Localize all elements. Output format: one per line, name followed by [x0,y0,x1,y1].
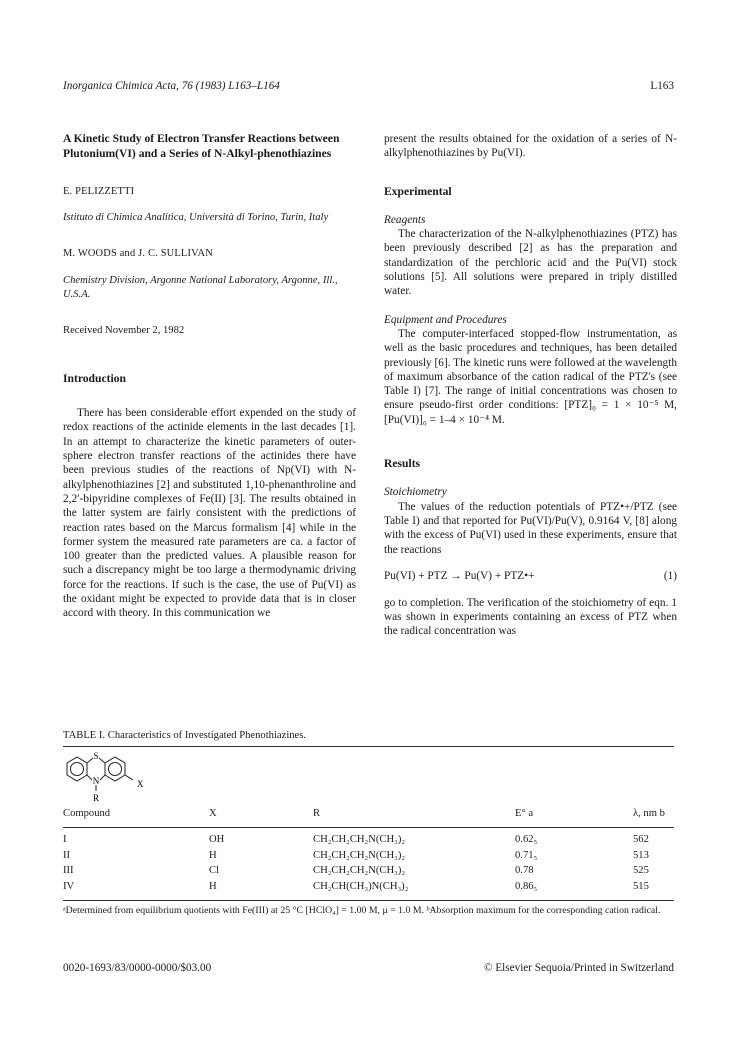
stoichiometry-text: The values of the reduction potentials of PTZ•+/PTZ (see Table I) and that reported for Pu(VI)/Pu(V), 0.9164 V, [8] along with the excess of Pu(VI) used in these experiments, ensure that the reactions [384,500,677,556]
affiliation-1: Istituto di Chimica Analitica, Università di Torino, Turin, Italy [63,212,329,224]
journal-citation: Inorganica Chimica Acta, 76 (1983) L163–L164 [63,80,280,92]
column-header-r: R [313,808,321,819]
table-1 [63,730,674,917]
table-caption: TABLE I. Characteristics of Investigated Phenothiazines. [63,730,307,741]
cell-r: CH₂CH(CH₃)N(CH₃)₂ [313,880,409,892]
cell-x: Cl [209,865,220,876]
cell-lambda: 525 [633,865,649,876]
stoichiometry-text-after: go to completion. The verification of the stoichiometry of eqn. 1 was shown in experiments containing an excess of PTZ when the radical concentration was [384,596,677,638]
article-title: A Kinetic Study of Electron Transfer Reactions between Plutonium(VI) and a Series of N-Alkyl-phenothiazines [63,132,340,160]
x-substituent-label: X [137,779,144,789]
cell-r: CH₂CH₂CH₂N(CH₃)₂ [313,834,406,845]
table-body [63,828,674,896]
column-header-lambda: λ, nm b [633,808,665,819]
table-row [63,834,674,850]
left-column [63,132,356,621]
column-header-e: E° a [515,808,534,819]
equation-text: Pu(VI) + PTZ → Pu(V) + PTZ•+ [384,569,535,582]
cell-lambda: 515 [633,880,649,892]
table-row [63,881,674,897]
cell-compound: I [63,834,67,845]
stoichiometry-subheading: Stoichiometry [384,486,447,499]
equipment-subheading: Equipment and Procedures [384,313,507,326]
table-row [63,850,674,866]
table-footnote: ᵃDetermined from equilibrium quotients with Fe(III) at 25 °C [HClO₄] = 1.00 M, μ = 1.0 M. ᵇAbsorption maximum for the corresponding cation radical. [63,905,661,916]
reagents-text: The characterization of the N-alkylphenothiazines (PTZ) has been previously described [2] as has the preparation and standardization of the perchloric acid and the Pu(VI) stock solutions [5]. All solutions were prepared in triply distilled water. [384,228,677,298]
cell-e: 0.78 [515,865,534,876]
cell-e: 0.86₅ [515,880,538,892]
experimental-heading: Experimental [384,184,452,198]
introduction-continued: present the results obtained for the oxidation of a series of N-alkylphenothiazines by Pu(VI). [384,133,677,160]
column-header-x: X [209,808,217,819]
right-column [384,132,677,639]
reagents-subheading: Reagents [384,213,426,226]
affiliation-2: Chemistry Division, Argonne National Laboratory, Argonne, Ill., U.S.A. [63,274,338,300]
cell-e: 0.71₅ [515,849,538,861]
author-1: E. PELIZZETTI [63,186,135,197]
running-head [63,80,674,96]
equation-number: (1) [663,569,677,582]
author-2: M. WOODS and J. C. SULLIVAN [63,248,213,260]
table-row [63,865,674,881]
page-footer [63,962,674,978]
cell-x: H [209,880,217,892]
cell-e: 0.62₅ [515,834,538,845]
sulfur-label: S [93,751,99,761]
introduction-heading: Introduction [63,371,126,385]
table-bottom-rule [63,900,674,901]
cell-r: CH₂CH₂CH₂N(CH₃)₂ [313,865,406,876]
table-header-row [63,805,674,827]
introduction-text: There has been considerable effort expended on the study of redox reactions of the actinide elements in the last decades [1]. In an attempt to characterize the kinetic parameters of outer-sphere electron transfer reactions of the actinides there have been previous studies of the reactions of Np(VI) with N-alkylphenothiazines [2] and substituted 1,10-phenanthroline and 2,2′-bipyridine complexes of Fe(II) [3]. The results obtained in the latter system are fairly consistent with the predictions of reaction rates based on the Marcus formalism [4] while in the former system the measured rate parameters are ca. a factor of 100 greater than the predicted values. A plausible reason for such a discrepancy might be too large a thermodynamic driving force for the reactions. If such is the case, the use of Pu(VI) as the oxidant might be expected to provide data that is in closer accord with theory. In this communication we [63,407,356,620]
nitrogen-label: N [92,776,100,786]
cell-compound: IV [63,880,75,892]
cell-compound: II [63,849,71,861]
results-heading: Results [384,457,421,471]
column-header-compound: Compound [63,808,111,819]
received-date: Received November 2, 1982 [63,324,185,336]
page-number: L163 [650,80,674,92]
equipment-text: The computer-interfaced stopped-flow instrumentation, as well as the basic procedures and techniques, has been detailed previously [6]. The kinetic runs were followed at the wavelength of maximum absorbance of the cation radical of the PTZ's (see Table I) [7]. The range of initial concentrations was chosen to ensure pseudo-first order conditions: [PTZ]₀ = 1 × 10⁻⁵ M, [Pu(VI)]₀ = 1–4 × 10⁻⁴ M. [384,327,677,426]
phenothiazine-structure-drawing [63,747,193,805]
r-group-label: R [92,793,100,803]
cell-lambda: 513 [633,849,649,861]
cell-lambda: 562 [633,834,649,845]
equation-1 [384,569,677,584]
publisher-notice: © Elsevier Sequoia/Printed in Switzerland [484,962,674,974]
cell-x: OH [209,834,225,845]
cell-x: H [209,849,217,861]
cell-r: CH₂CH₂CH₂N(CH₃)₂ [313,849,406,861]
cell-compound: III [63,865,74,876]
issn-price: 0020-1693/83/0000-0000/$03.00 [63,962,212,974]
phenothiazine-structure [63,747,674,805]
